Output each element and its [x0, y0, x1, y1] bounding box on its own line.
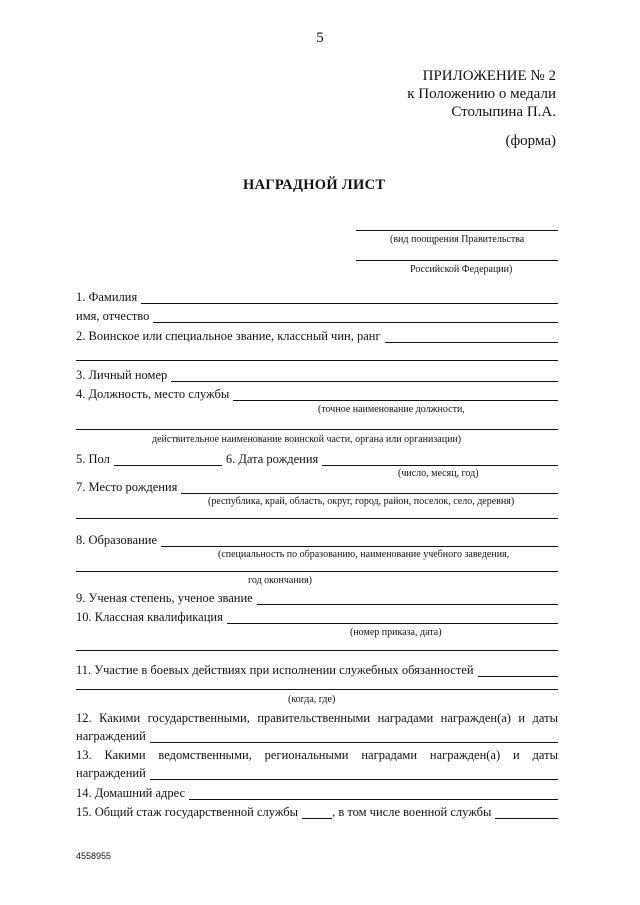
field-birthplace-caption: (республика, край, область, округ, город, район, поселок, село, деревня): [208, 496, 515, 507]
field-combat-label: 11. Участие в боевых действиях при исполнении служебных обязанностей: [76, 663, 474, 677]
field-dob-caption: (число, месяц, год): [398, 468, 479, 479]
field-military-service-label: , в том числе военной службы: [332, 805, 492, 819]
field-state-awards-text: 12. Какими государственными, правительственными наградами награжден(а) и даты: [76, 711, 558, 725]
field-service-length-label: 15. Общий стаж государственной службы: [76, 805, 299, 819]
field-combat: [76, 663, 558, 678]
field-surname-input[interactable]: [141, 292, 558, 304]
appendix-header: [296, 67, 556, 121]
field-qualification: [76, 610, 558, 625]
field-home-address: [76, 786, 558, 801]
field-qualification-input[interactable]: [227, 612, 558, 624]
field-name-patronymic-input[interactable]: [153, 311, 558, 323]
field-education: [76, 533, 558, 548]
field-personal-number-label: 3. Личный номер: [76, 368, 168, 382]
field-dept-awards-input[interactable]: [150, 768, 558, 780]
field-combat-caption: (когда, где): [288, 694, 336, 705]
field-surname: [76, 290, 558, 305]
field-surname-label: 1. Фамилия: [76, 290, 138, 304]
field-qualification-label: 10. Классная квалификация: [76, 610, 223, 624]
field-dept-awards-label: награждений: [76, 766, 146, 780]
field-rank-label: 2. Воинское или специальное звание, классный чин, ранг: [76, 329, 381, 343]
field-education-continuation-line[interactable]: [76, 571, 558, 572]
field-birthplace-continuation-line[interactable]: [76, 518, 558, 519]
field-position-input[interactable]: [233, 389, 558, 401]
field-dob-input[interactable]: [322, 454, 558, 466]
field-position-label: 4. Должность, место службы: [76, 387, 230, 401]
field-dept-awards-text: 13. Какими ведомственными, региональными наградами награжден(а) и даты: [76, 748, 558, 762]
award-type-line-1[interactable]: [356, 230, 558, 231]
field-personal-number-input[interactable]: [171, 370, 558, 382]
field-position-caption-1: (точное наименование должности,: [318, 404, 465, 415]
field-state-service-input[interactable]: [302, 807, 332, 819]
field-home-address-input[interactable]: [189, 788, 558, 800]
field-sex-dob: [76, 452, 558, 467]
field-academic-degree-input[interactable]: [257, 593, 558, 605]
document-code: 4558955: [76, 851, 112, 861]
field-name-patronymic-label: имя, отчество: [76, 309, 150, 323]
form-note: (форма): [505, 133, 556, 149]
award-type-line-2[interactable]: [356, 260, 558, 261]
field-qualification-continuation-line[interactable]: [76, 650, 558, 651]
field-personal-number: [76, 368, 558, 383]
field-combat-continuation-line[interactable]: [76, 689, 558, 690]
field-education-caption-2: год окончания): [248, 575, 312, 586]
field-position-caption-2: действительное наименование воинской части, органа или организации): [152, 434, 462, 445]
field-birthplace-input[interactable]: [181, 482, 558, 494]
field-rank-continuation-line[interactable]: [76, 360, 558, 361]
page-number: 5: [316, 30, 324, 46]
field-position-continuation-line[interactable]: [76, 429, 558, 430]
field-birthplace: [76, 480, 558, 495]
field-dob-label: 6. Дата рождения: [225, 452, 319, 466]
award-type-caption-2: Российской Федерации): [410, 264, 513, 275]
field-state-awards: [76, 729, 558, 744]
field-sex-input[interactable]: [114, 454, 222, 466]
field-position: [76, 387, 558, 402]
field-education-label: 8. Образование: [76, 533, 158, 547]
field-state-awards-label: награждений: [76, 729, 146, 743]
appendix-line-2: к Положению о медали: [407, 86, 556, 102]
field-academic-degree-label: 9. Ученая степень, ученое звание: [76, 591, 253, 605]
field-combat-input[interactable]: [478, 665, 558, 677]
field-birthplace-label: 7. Место рождения: [76, 480, 178, 494]
field-sex-label: 5. Пол: [76, 452, 110, 466]
field-service-length: [76, 805, 558, 820]
award-type-caption-1: (вид поощрения Правительства: [390, 234, 525, 245]
field-rank: [76, 329, 558, 344]
appendix-line-1: ПРИЛОЖЕНИЕ № 2: [422, 68, 556, 84]
field-academic-degree: [76, 591, 558, 606]
field-dept-awards: [76, 766, 558, 781]
appendix-line-3: Столыпина П.А.: [451, 104, 556, 120]
field-military-service-input[interactable]: [495, 807, 558, 819]
field-rank-input[interactable]: [385, 331, 558, 343]
field-home-address-label: 14. Домашний адрес: [76, 786, 186, 800]
document-title: НАГРАДНОЙ ЛИСТ: [243, 177, 386, 193]
field-education-input[interactable]: [161, 535, 558, 547]
field-education-caption-1: (специальность по образованию, наименование учебного заведения,: [218, 549, 510, 560]
field-state-awards-input[interactable]: [150, 731, 558, 743]
field-name-patronymic: [76, 309, 558, 324]
field-qualification-caption: (номер приказа, дата): [350, 627, 442, 638]
